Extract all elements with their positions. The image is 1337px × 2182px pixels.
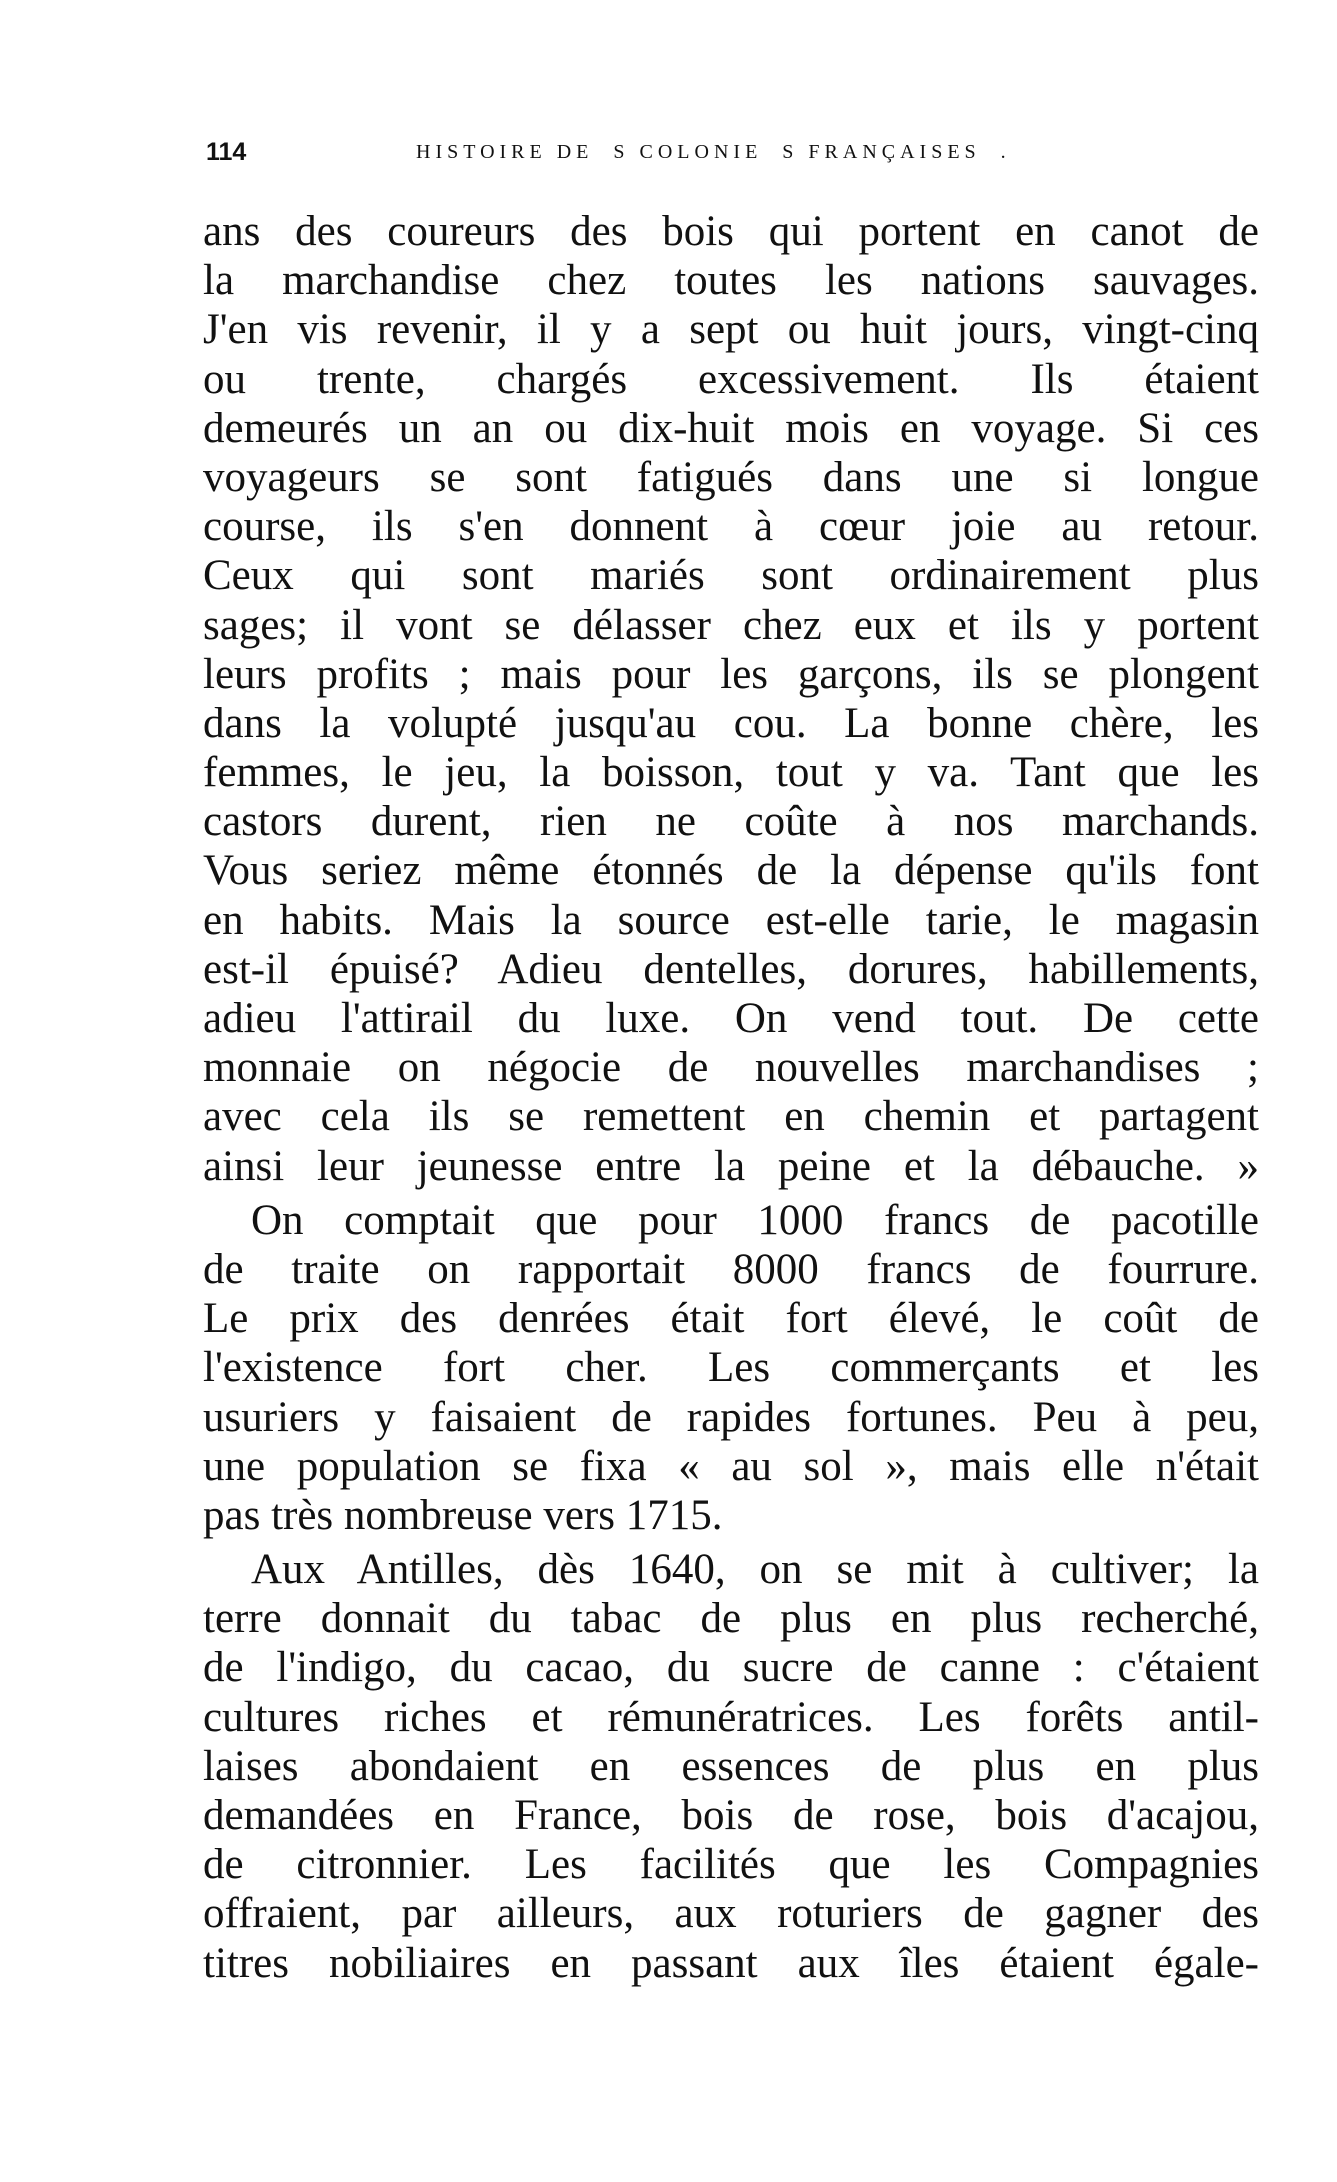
text-line: castors durent, rien ne coûte à nos marchands. [203,798,1259,846]
paragraph-2 [203,1196,1259,1540]
text-line: de traite on rapportait 8000 francs de fourrure. [203,1245,1259,1293]
text-line: sages; il vont se délasser chez eux et ils y portent [203,601,1259,649]
paragraph-3 [203,1545,1259,1988]
text-line: voyageurs se sont fatigués dans une si longue [203,453,1259,501]
text-line: Ceux qui sont mariés sont ordinairement plus [203,552,1259,600]
text-line: une population se fixa « au sol », mais elle n'était [203,1442,1259,1490]
text-line: de l'indigo, du cacao, du sucre de canne : c'étaient [203,1644,1259,1692]
text-line: J'en vis revenir, il y a sept ou huit jours, vingt-cinq [203,306,1259,354]
text-line: offraient, par ailleurs, aux roturiers de gagner des [203,1890,1259,1938]
text-line: ou trente, chargés excessivement. Ils étaient [203,355,1259,403]
text-line: ans des coureurs des bois qui portent en canot de [203,208,1259,255]
page-header [206,134,1266,174]
text-line: Le prix des denrées était fort élevé, le coût de [203,1295,1259,1343]
text-line: Aux Antilles, dès 1640, on se mit à cultiver; la [251,1546,1259,1594]
text-line: Vous seriez même étonnés de la dépense qu'ils font [203,847,1259,895]
text-line: l'existence fort cher. Les commerçants et les [203,1344,1259,1392]
text-line: de citronnier. Les facilités que les Compagnies [203,1841,1259,1889]
text-line: en habits. Mais la source est-elle tarie, le magasin [203,896,1259,944]
page-number: 114 [206,138,247,166]
text-line: titres nobiliaires en passant aux îles étaient égale- [203,1939,1259,1987]
text-line: est-il épuisé? Adieu dentelles, dorures, habillements, [203,945,1259,993]
text-line: laises abondaient en essences de plus en plus [203,1742,1259,1790]
text-line: demandées en France, bois de rose, bois d'acajou, [203,1792,1259,1839]
text-line: leurs profits ; mais pour les garçons, ils se plongent [203,650,1259,698]
text-line: monnaie on négocie de nouvelles marchandises ; [203,1044,1259,1092]
text-line: pas très nombreuse vers 1715. [203,1491,723,1539]
text-line: avec cela ils se remettent en chemin et partagent [203,1093,1259,1141]
body-text [203,207,1259,1988]
text-line: terre donnait du tabac de plus en plus recherché, [203,1595,1259,1643]
text-line: adieu l'attirail du luxe. On vend tout. De cette [203,995,1259,1042]
text-line: cultures riches et rémunératrices. Les forêts antil- [203,1693,1259,1741]
text-line: femmes, le jeu, la boisson, tout y va. Tant que les [203,749,1259,797]
text-line: dans la volupté jusqu'au cou. La bonne chère, les [203,699,1259,747]
text-line: course, ils s'en donnent à cœur joie au retour. [203,503,1259,551]
text-line: la marchandise chez toutes les nations sauvages. [203,257,1259,305]
text-line: ainsi leur jeunesse entre la peine et la débauche. » [203,1142,1259,1190]
text-line: On comptait que pour 1000 francs de pacotille [251,1196,1259,1244]
text-line: demeurés un an ou dix-huit mois en voyage. Si ces [203,404,1259,452]
text-line: usuriers y faisaient de rapides fortunes. Peu à peu, [203,1393,1259,1441]
running-title: HISTOIRE DE S COLONIE S FRANÇAISES . [416,141,1011,163]
paragraph-1 [203,207,1259,1191]
